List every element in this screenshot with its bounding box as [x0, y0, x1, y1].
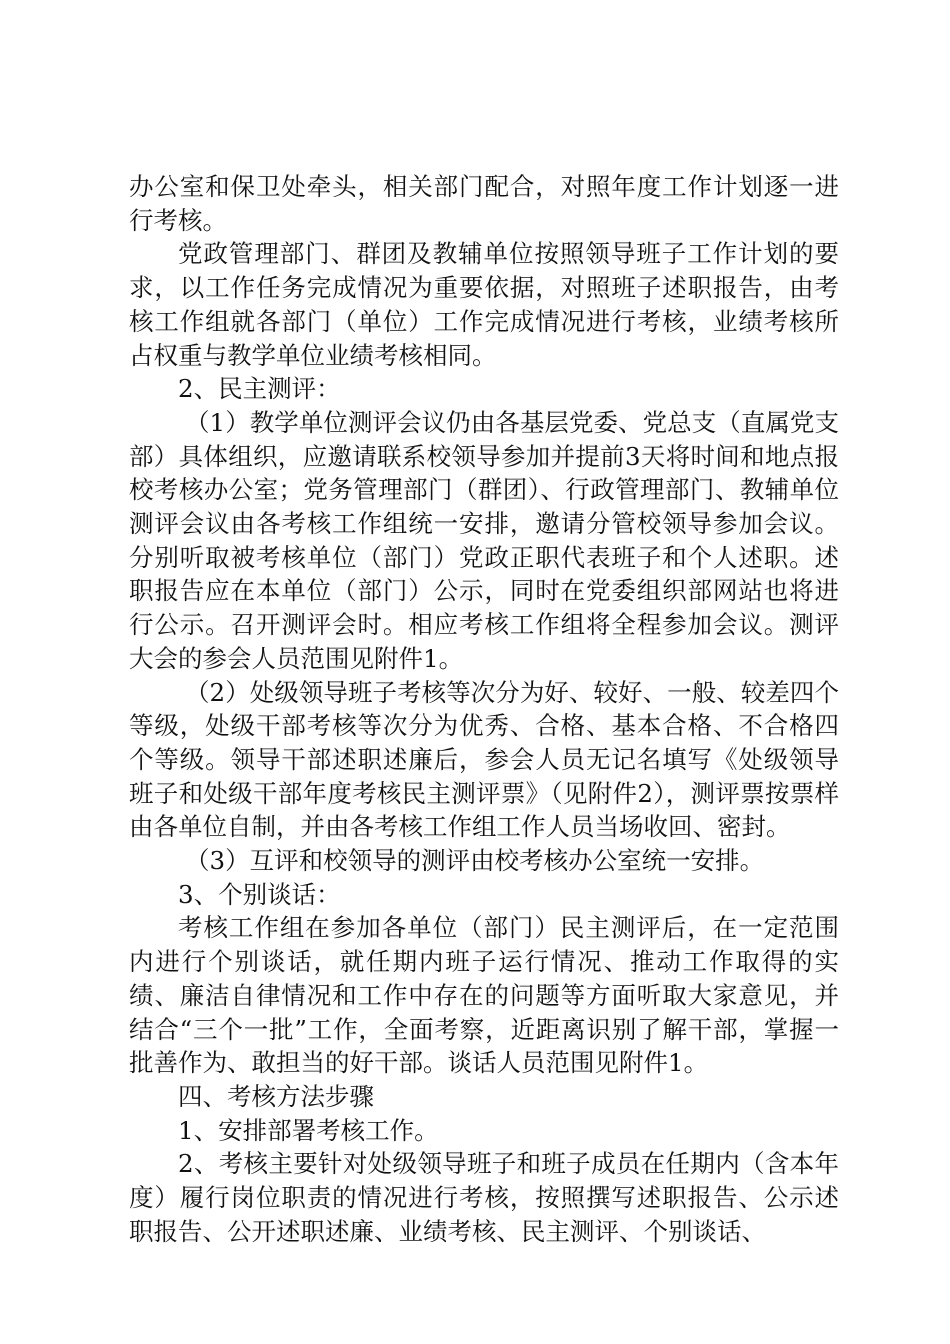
- paragraph-party-admin-assessment: 党政管理部门、群团及教辅单位按照领导班子工作计划的要求，以工作任务完成情况为重要依据，对照班子述职报告，由考核工作组就各部门（单位）工作完成情况进行考核，业绩考核所占权重与教学单位业绩考核相同。: [129, 239, 839, 370]
- paragraph-individual-talks: 考核工作组在参加各单位（部门）民主测评后，在一定范围内进行个别谈话，就任期内班子运行情况、推动工作取得的实绩、廉洁自律情况和工作中存在的问题等方面听取大家意见，并结合“三个一批”工作，全面考察，近距离识别了解干部，掌握一批善作为、敢担当的好干部。谈话人员范围见附件1。: [129, 913, 839, 1078]
- paragraph-step-1: 1、安排部署考核工作。: [178, 1115, 439, 1145]
- paragraph-evaluation-item-1: （1）教学单位测评会议仍由各基层党委、党总支（直属党支部）具体组织，应邀请联系校领导参加并提前3天将时间和地点报校考核办公室；党务管理部门（群团）、行政管理部门、教辅单位测评会议由各考核工作组统一安排，邀请分管校领导参加会议。分别听取被考核单位（部门）党政正职代表班子和个人述职。述职报告应在本单位（部门）公示，同时在党委组织部网站也将进行公示。召开测评会时。相应考核工作组将全程参加会议。测评大会的参会人员范围见附件1。: [129, 407, 839, 673]
- paragraph-step-2: 2、考核主要针对处级领导班子和班子成员在任期内（含本年度）履行岗位职责的情况进行考核，按照撰写述职报告、公示述职报告、公开述职述廉、业绩考核、民主测评、个别谈话、: [129, 1149, 839, 1246]
- heading-section-four: 四、考核方法步骤: [178, 1081, 374, 1111]
- paragraph-evaluation-item-2: （2）处级领导班子考核等次分为好、较好、一般、较差四个等级，处级干部考核等次分为优秀、合格、基本合格、不合格四个等级。领导干部述职述廉后，参会人员无记名填写《处级领导班子和处级干部年度考核民主测评票》（见附件2），测评票按票样由各单位自制，并由各考核工作组工作人员当场收回、密封。: [129, 677, 839, 842]
- document-body: [129, 170, 839, 1249]
- heading-democratic-evaluation: 2、民主测评：: [178, 374, 341, 404]
- paragraph-evaluation-item-3: （3）互评和校领导的测评由校考核办公室统一安排。: [185, 846, 765, 876]
- heading-individual-talks: 3、个别谈话：: [178, 879, 341, 909]
- paragraph-continuation: 办公室和保卫处牵头，相关部门配合，对照年度工作计划逐一进行考核。: [129, 172, 839, 235]
